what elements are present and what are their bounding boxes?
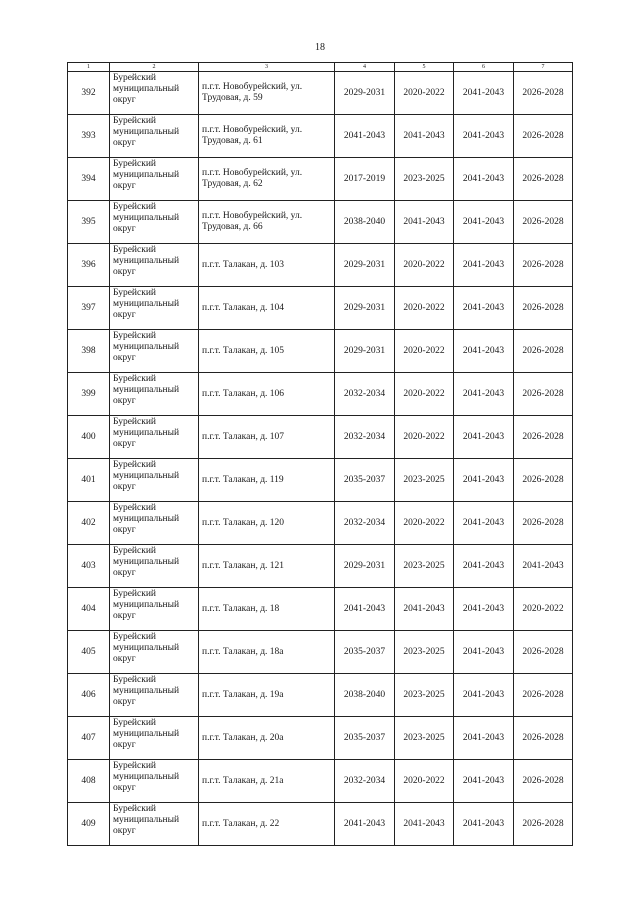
district-cell: Бурейский муниципальный округ (110, 588, 199, 631)
table-body (68, 72, 573, 846)
district-cell: Бурейский муниципальный округ (110, 72, 199, 115)
district-cell: Бурейский муниципальный округ (110, 416, 199, 459)
period-col7-cell: 2020-2022 (514, 588, 573, 631)
row-number: 396 (68, 244, 110, 287)
period-col5-cell: 2020-2022 (395, 72, 454, 115)
table-row (68, 545, 573, 588)
period-col5-cell: 2023-2025 (395, 674, 454, 717)
district-cell: Бурейский муниципальный округ (110, 760, 199, 803)
period-col6-cell: 2041-2043 (454, 115, 514, 158)
district-cell: Бурейский муниципальный округ (110, 373, 199, 416)
period-col7-cell: 2026-2028 (514, 287, 573, 330)
district-cell: Бурейский муниципальный округ (110, 545, 199, 588)
period-col5-cell: 2020-2022 (395, 287, 454, 330)
period-col6-cell: 2041-2043 (454, 287, 514, 330)
row-number: 403 (68, 545, 110, 588)
period-col4-cell: 2035-2037 (335, 631, 395, 674)
table-row (68, 330, 573, 373)
period-col6-cell: 2041-2043 (454, 72, 514, 115)
address-cell: п.г.т. Талакан, д. 22 (199, 803, 335, 846)
address-cell: п.г.т. Новобурейский, ул. Трудовая, д. 66 (199, 201, 335, 244)
district-cell: Бурейский муниципальный округ (110, 287, 199, 330)
period-col4-cell: 2041-2043 (335, 115, 395, 158)
address-cell: п.г.т. Талакан, д. 120 (199, 502, 335, 545)
period-col7-cell: 2026-2028 (514, 674, 573, 717)
period-col5-cell: 2041-2043 (395, 201, 454, 244)
address-cell: п.г.т. Новобурейский, ул. Трудовая, д. 62 (199, 158, 335, 201)
table-header (68, 63, 573, 72)
period-col7-cell: 2041-2043 (514, 545, 573, 588)
period-col7-cell: 2026-2028 (514, 373, 573, 416)
period-col5-cell: 2023-2025 (395, 717, 454, 760)
period-col5-cell: 2020-2022 (395, 373, 454, 416)
period-col6-cell: 2041-2043 (454, 373, 514, 416)
row-number: 402 (68, 502, 110, 545)
district-cell: Бурейский муниципальный округ (110, 115, 199, 158)
table-row (68, 244, 573, 287)
row-number: 405 (68, 631, 110, 674)
period-col4-cell: 2029-2031 (335, 330, 395, 373)
table-row (68, 459, 573, 502)
period-col4-cell: 2032-2034 (335, 760, 395, 803)
address-cell: п.г.т. Талакан, д. 19а (199, 674, 335, 717)
row-number: 404 (68, 588, 110, 631)
period-col6-cell: 2041-2043 (454, 459, 514, 502)
period-col5-cell: 2023-2025 (395, 459, 454, 502)
period-col5-cell: 2020-2022 (395, 244, 454, 287)
address-cell: п.г.т. Талакан, д. 21а (199, 760, 335, 803)
period-col4-cell: 2038-2040 (335, 674, 395, 717)
period-col6-cell: 2041-2043 (454, 588, 514, 631)
address-cell: п.г.т. Талакан, д. 104 (199, 287, 335, 330)
period-col7-cell: 2026-2028 (514, 803, 573, 846)
period-col7-cell: 2026-2028 (514, 502, 573, 545)
row-number: 409 (68, 803, 110, 846)
column-header-5: 5 (395, 63, 454, 72)
period-col7-cell: 2026-2028 (514, 115, 573, 158)
row-number: 393 (68, 115, 110, 158)
table-row (68, 717, 573, 760)
table-row (68, 201, 573, 244)
housing-register-table (67, 62, 573, 846)
column-header-1: 1 (68, 63, 110, 72)
row-number: 398 (68, 330, 110, 373)
page-number: 18 (315, 42, 325, 53)
period-col7-cell: 2026-2028 (514, 72, 573, 115)
address-cell: п.г.т. Талакан, д. 107 (199, 416, 335, 459)
table-row (68, 588, 573, 631)
column-header-6: 6 (454, 63, 514, 72)
address-cell: п.г.т. Новобурейский, ул. Трудовая, д. 61 (199, 115, 335, 158)
row-number: 392 (68, 72, 110, 115)
district-cell: Бурейский муниципальный округ (110, 803, 199, 846)
column-header-2: 2 (110, 63, 199, 72)
address-cell: п.г.т. Новобурейский, ул. Трудовая, д. 59 (199, 72, 335, 115)
period-col5-cell: 2020-2022 (395, 330, 454, 373)
address-cell: п.г.т. Талакан, д. 18а (199, 631, 335, 674)
period-col4-cell: 2032-2034 (335, 502, 395, 545)
district-cell: Бурейский муниципальный округ (110, 201, 199, 244)
period-col6-cell: 2041-2043 (454, 502, 514, 545)
period-col4-cell: 2035-2037 (335, 459, 395, 502)
period-col7-cell: 2026-2028 (514, 631, 573, 674)
period-col4-cell: 2017-2019 (335, 158, 395, 201)
row-number: 400 (68, 416, 110, 459)
period-col7-cell: 2026-2028 (514, 760, 573, 803)
period-col6-cell: 2041-2043 (454, 416, 514, 459)
period-col6-cell: 2041-2043 (454, 545, 514, 588)
period-col7-cell: 2026-2028 (514, 459, 573, 502)
table-row (68, 287, 573, 330)
period-col7-cell: 2026-2028 (514, 717, 573, 760)
period-col4-cell: 2029-2031 (335, 244, 395, 287)
district-cell: Бурейский муниципальный округ (110, 158, 199, 201)
address-cell: п.г.т. Талакан, д. 105 (199, 330, 335, 373)
period-col4-cell: 2032-2034 (335, 416, 395, 459)
table-row (68, 373, 573, 416)
district-cell: Бурейский муниципальный округ (110, 674, 199, 717)
table-row (68, 416, 573, 459)
address-cell: п.г.т. Талакан, д. 103 (199, 244, 335, 287)
row-number: 407 (68, 717, 110, 760)
header-row (68, 63, 573, 72)
period-col7-cell: 2026-2028 (514, 416, 573, 459)
row-number: 394 (68, 158, 110, 201)
period-col6-cell: 2041-2043 (454, 803, 514, 846)
table-row (68, 674, 573, 717)
row-number: 397 (68, 287, 110, 330)
period-col7-cell: 2026-2028 (514, 330, 573, 373)
period-col7-cell: 2026-2028 (514, 158, 573, 201)
address-cell: п.г.т. Талакан, д. 119 (199, 459, 335, 502)
period-col5-cell: 2023-2025 (395, 545, 454, 588)
address-cell: п.г.т. Талакан, д. 20а (199, 717, 335, 760)
address-cell: п.г.т. Талакан, д. 121 (199, 545, 335, 588)
table-row (68, 631, 573, 674)
period-col6-cell: 2041-2043 (454, 201, 514, 244)
period-col4-cell: 2038-2040 (335, 201, 395, 244)
period-col5-cell: 2020-2022 (395, 416, 454, 459)
table-row (68, 158, 573, 201)
period-col6-cell: 2041-2043 (454, 760, 514, 803)
district-cell: Бурейский муниципальный округ (110, 717, 199, 760)
period-col6-cell: 2041-2043 (454, 330, 514, 373)
period-col4-cell: 2029-2031 (335, 545, 395, 588)
row-number: 395 (68, 201, 110, 244)
column-header-7: 7 (514, 63, 573, 72)
row-number: 401 (68, 459, 110, 502)
period-col6-cell: 2041-2043 (454, 674, 514, 717)
address-cell: п.г.т. Талакан, д. 106 (199, 373, 335, 416)
table-row (68, 115, 573, 158)
period-col5-cell: 2020-2022 (395, 760, 454, 803)
table-row (68, 72, 573, 115)
table-row (68, 502, 573, 545)
period-col5-cell: 2023-2025 (395, 631, 454, 674)
period-col5-cell: 2023-2025 (395, 158, 454, 201)
address-cell: п.г.т. Талакан, д. 18 (199, 588, 335, 631)
period-col4-cell: 2029-2031 (335, 72, 395, 115)
district-cell: Бурейский муниципальный округ (110, 244, 199, 287)
period-col4-cell: 2032-2034 (335, 373, 395, 416)
period-col5-cell: 2041-2043 (395, 803, 454, 846)
column-header-4: 4 (335, 63, 395, 72)
period-col4-cell: 2035-2037 (335, 717, 395, 760)
table-row (68, 760, 573, 803)
period-col7-cell: 2026-2028 (514, 244, 573, 287)
district-cell: Бурейский муниципальный округ (110, 631, 199, 674)
district-cell: Бурейский муниципальный округ (110, 502, 199, 545)
row-number: 399 (68, 373, 110, 416)
period-col5-cell: 2041-2043 (395, 588, 454, 631)
period-col4-cell: 2041-2043 (335, 803, 395, 846)
district-cell: Бурейский муниципальный округ (110, 330, 199, 373)
period-col6-cell: 2041-2043 (454, 244, 514, 287)
period-col6-cell: 2041-2043 (454, 717, 514, 760)
district-cell: Бурейский муниципальный округ (110, 459, 199, 502)
row-number: 408 (68, 760, 110, 803)
period-col4-cell: 2029-2031 (335, 287, 395, 330)
period-col6-cell: 2041-2043 (454, 631, 514, 674)
period-col5-cell: 2041-2043 (395, 115, 454, 158)
period-col5-cell: 2020-2022 (395, 502, 454, 545)
period-col7-cell: 2026-2028 (514, 201, 573, 244)
table-row (68, 803, 573, 846)
period-col4-cell: 2041-2043 (335, 588, 395, 631)
period-col6-cell: 2041-2043 (454, 158, 514, 201)
row-number: 406 (68, 674, 110, 717)
column-header-3: 3 (199, 63, 335, 72)
